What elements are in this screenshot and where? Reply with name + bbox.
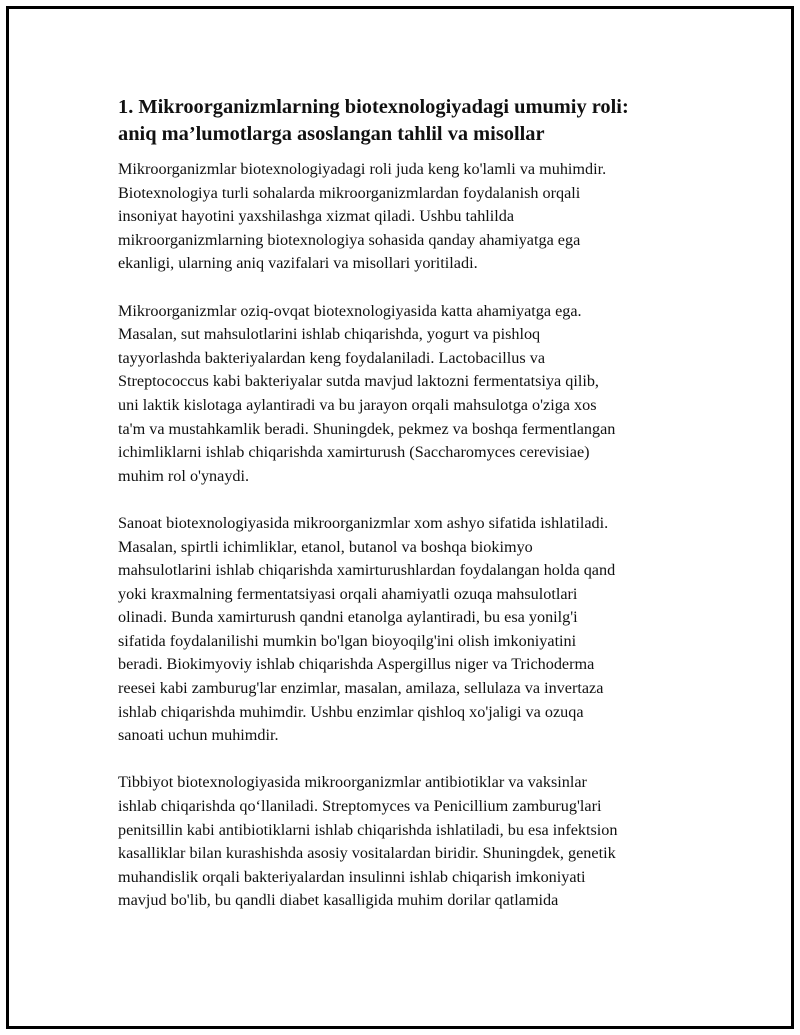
text-line: penitsillin kabi antibiotiklarni ishlab chiqarishda ishlatiladi, bu esa infektsion (118, 820, 618, 839)
text-line: ishlab chiqarishda muhimdir. Ushbu enzimlar qishloq xo'jaligi va ozuqa (118, 702, 584, 721)
text-line: ichimliklarni ishlab chiqarishda xamirturush (Saccharomyces cerevisiae) (118, 443, 590, 462)
paragraph-intro (118, 158, 690, 276)
document-title (118, 94, 690, 148)
text-line: Tibbiyot biotexnologiyasida mikroorganizmlar antibiotiklar va vaksinlar (118, 773, 587, 792)
text-line: ekanligi, ularning aniq vazifalari va misollari yoritiladi. (118, 254, 478, 273)
text-line: sanoati uchun muhimdir. (118, 726, 279, 745)
text-line: sifatida foydalanilishi mumkin bo'lgan bioyoqilg'ini olish imkoniyatini (118, 631, 577, 650)
text-line: Mikroorganizmlar biotexnologiyadagi roli juda keng ko'lamli va muhimdir. (118, 160, 607, 178)
title-line: aniq ma’lumotlarga asoslangan tahlil va misollar (118, 123, 545, 145)
text-line: olinadi. Bunda xamirturush qandni etanolga aylantiradi, bu esa yonilg'i (118, 608, 578, 627)
text-line: muhim rol o'ynaydi. (118, 466, 250, 485)
text-line: Biotexnologiya turli sohalarda mikroorganizmlardan foydalanish orqali (118, 183, 581, 202)
paragraph-medical-biotech (118, 771, 690, 913)
text-line: ishlab chiqarishda qo‘llaniladi. Streptomyces va Penicillium zamburug'lari (118, 797, 602, 816)
text-line: mikroorganizmlarning biotexnologiya sohasida qanday ahamiyatga ega (118, 230, 581, 249)
text-line: mahsulotlarini ishlab chiqarishda xamirturushlardan foydalangan holda qand (118, 561, 616, 580)
text-line: kasalliklar bilan kurashishda asosiy vositalardan biridir. Shuningdek, genetik (118, 844, 616, 863)
text-line: beradi. Biokimyoviy ishlab chiqarishda Aspergillus niger va Trichoderma (118, 655, 595, 674)
text-line: insoniyat hayotini yaxshilashga xizmat qiladi. Ushbu tahlilda (118, 207, 515, 226)
text-line: reesei kabi zamburug'lar enzimlar, masalan, amilaza, sellulaza va invertaza (118, 679, 604, 698)
text-line: mavjud bo'lib, bu qandli diabet kasalligida muhim dorilar qatlamida (118, 891, 559, 910)
text-line: Streptococcus kabi bakteriyalar sutda mavjud laktozni fermentatsiya qilib, (118, 372, 599, 391)
paragraph-industrial-biotech (118, 512, 690, 748)
text-line: ta'm va mustahkamlik beradi. Shuningdek, pekmez va boshqa fermentlangan (118, 419, 616, 438)
text-line: Masalan, spirtli ichimliklar, etanol, butanol va boshqa biokimyo (118, 537, 533, 556)
text-line: uni laktik kislotaga aylantiradi va bu jarayon orqali mahsulotga o'ziga xos (118, 395, 597, 414)
text-line: yoki kraxmalning fermentatsiyasi orqali ahamiyatli ozuqa mahsulotlari (118, 584, 578, 603)
text-line: Masalan, sut mahsulotlarini ishlab chiqarishda, yogurt va pishloq (118, 325, 541, 344)
document-body (118, 94, 690, 937)
text-line: tayyorlashda bakteriyalardan keng foydalaniladi. Lactobacillus va (118, 348, 546, 367)
text-line: muhandislik orqali bakteriyalardan insulinni ishlab chiqarish imkoniyati (118, 867, 586, 886)
paragraph-food-biotech (118, 300, 690, 489)
text-line: Mikroorganizmlar oziq-ovqat biotexnologiyasida katta ahamiyatga ega. (118, 301, 582, 320)
title-line: 1. Mikroorganizmlarning biotexnologiyadagi umumiy roli: (118, 96, 629, 118)
text-line: Sanoat biotexnologiyasida mikroorganizmlar xom ashyo sifatida ishlatiladi. (118, 513, 609, 532)
